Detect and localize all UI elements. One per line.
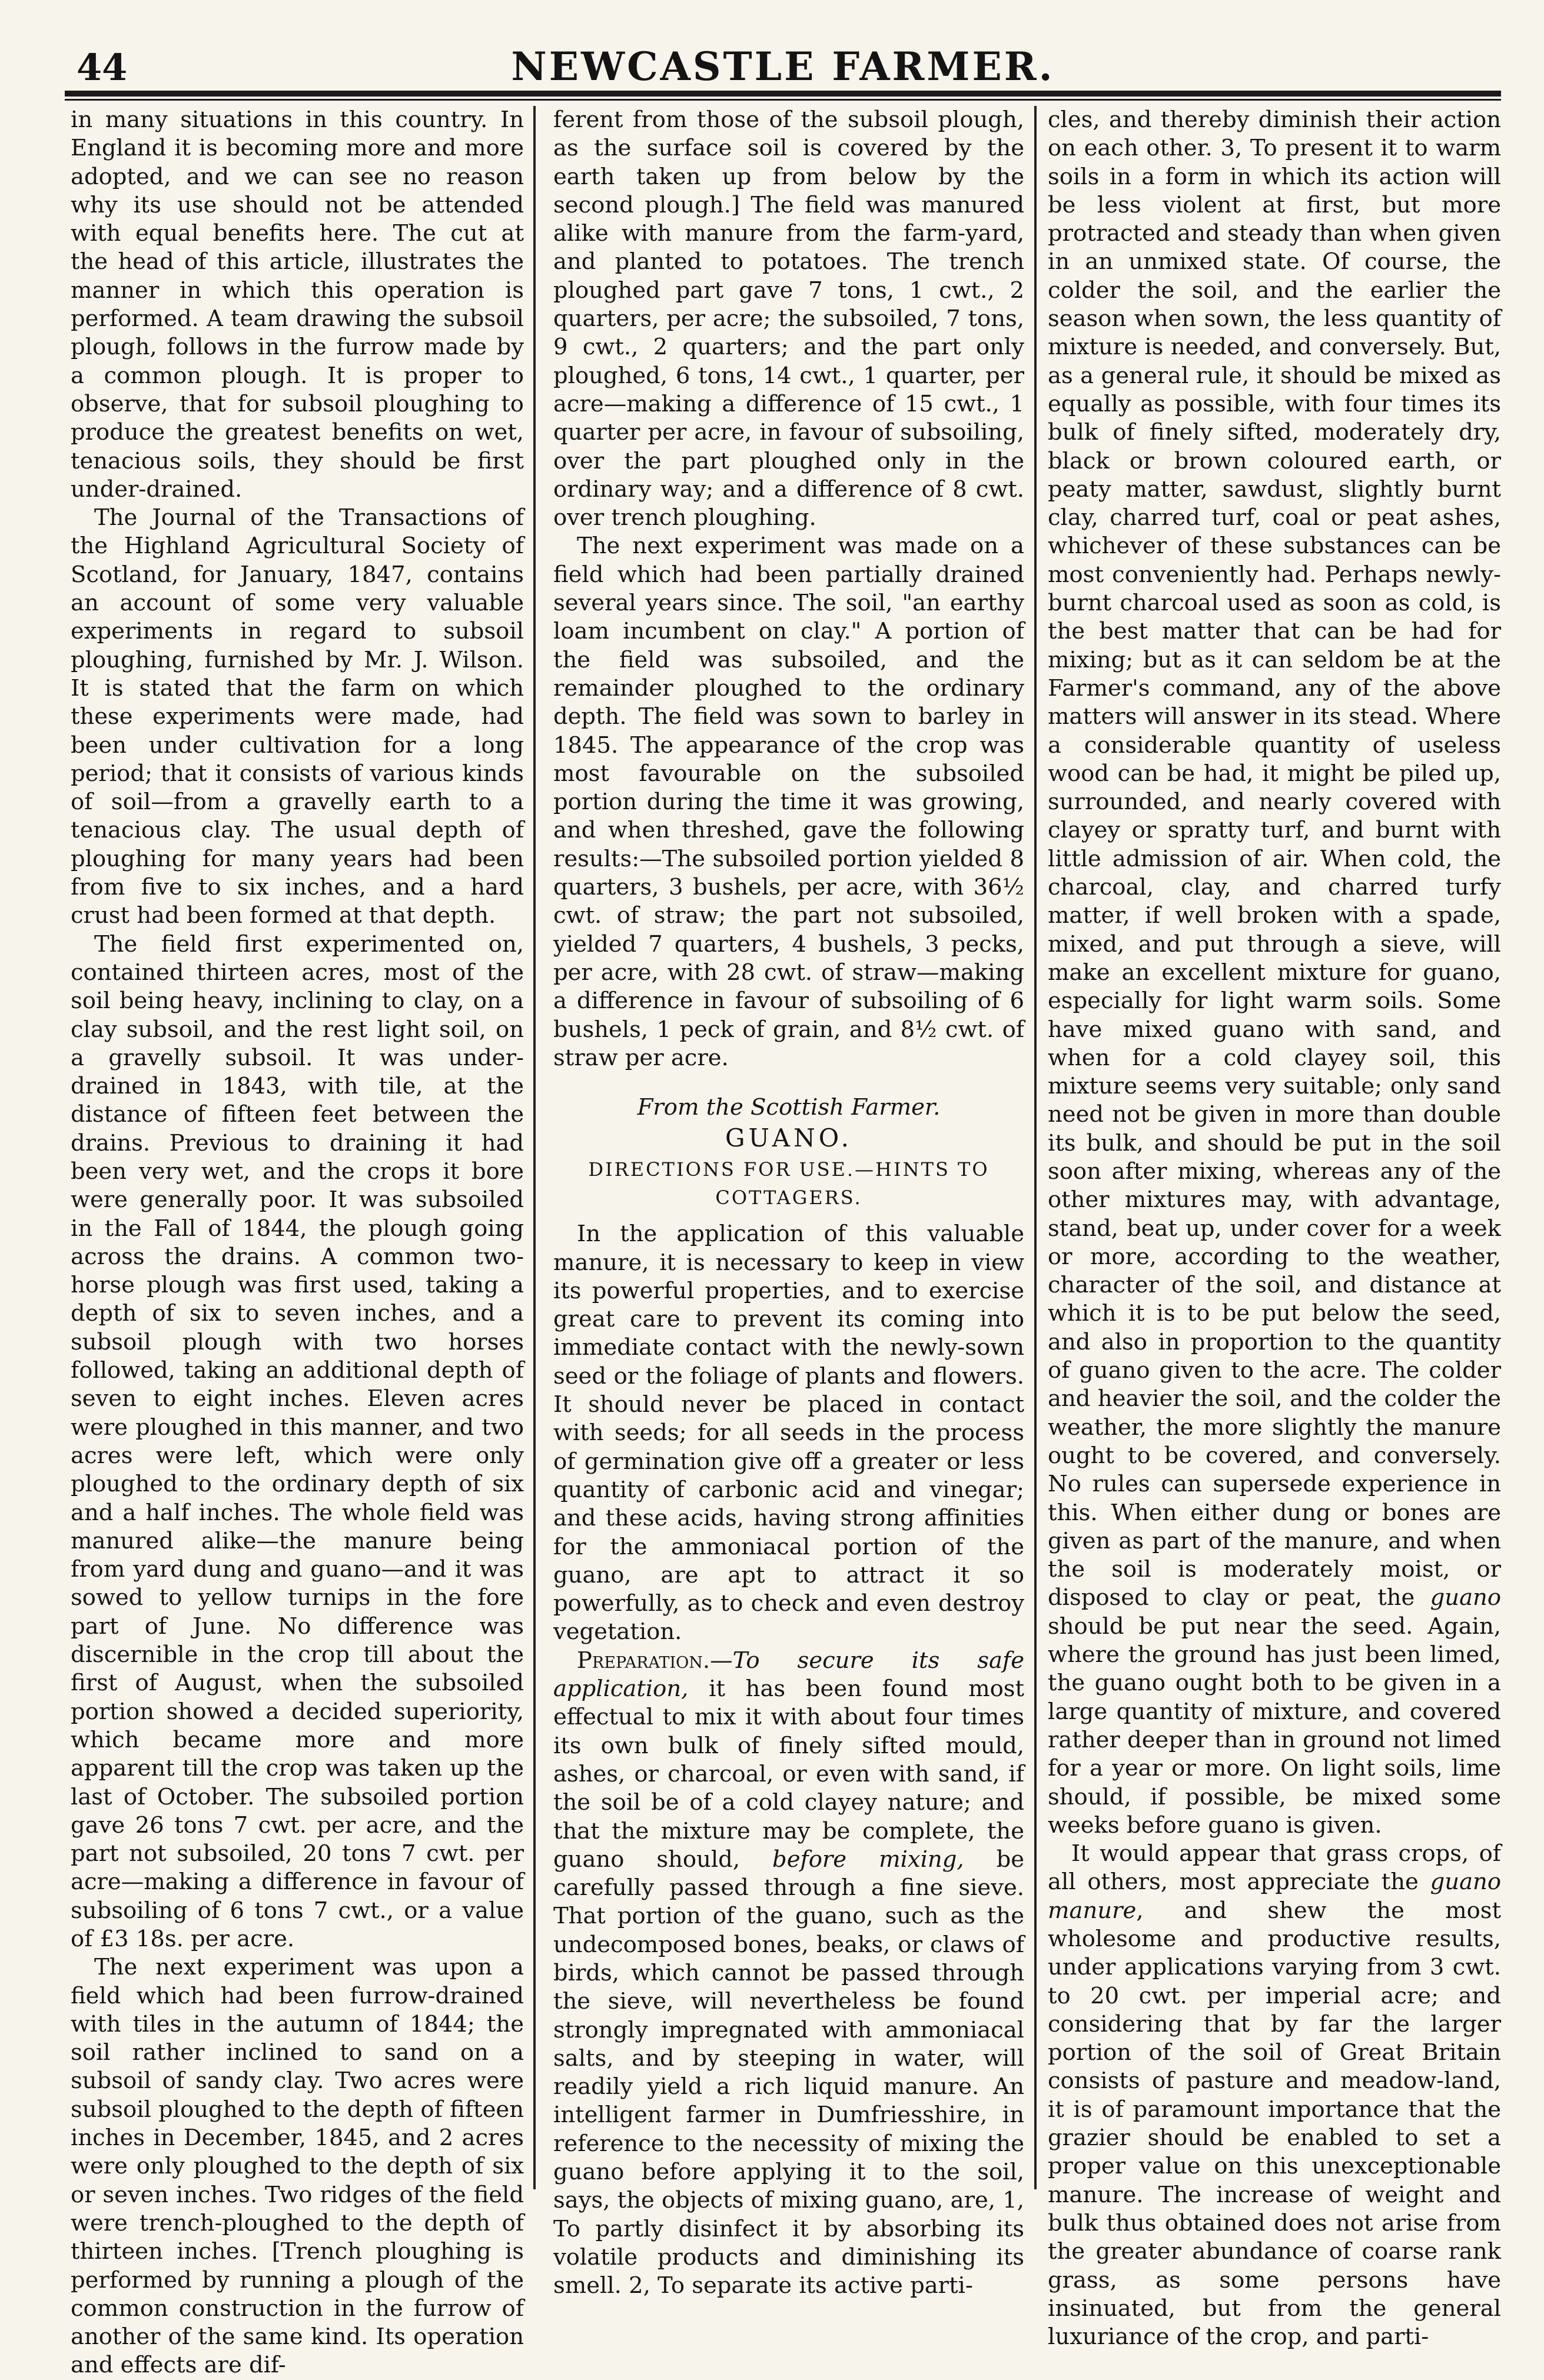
column-divider xyxy=(533,106,536,2189)
paragraph-preparation xyxy=(553,1647,1024,2301)
paragraph xyxy=(1048,1840,1501,2351)
italic-phrase: before mixing, xyxy=(772,1846,964,1873)
paragraph-text: should be put near the seed. Again, where the ground has just been limed, the guano ought both to be given in a large quantity of mixture, and covered rather deeper than in ground not limed for a year or more. On light soils, lime should, if possible, be mixed some weeks before guano is given. xyxy=(1048,1613,1501,1839)
preparation-italic: —To secure its safe application, xyxy=(553,1647,1024,1703)
paragraph-text: be carefully passed through a fine sieve. That portion of the guano, such as the undecomposed bones, beaks, or claws of birds, which cannot be passed through the sieve, will nevertheless be found strongly impregnated with ammoniacal salts, and by steeping in water, will readily yield a rich liquid manure. An intelligent farmer in Dumfriesshire, in reference to the necessity of mixing the guano before applying it to the soil, says, the objects of mixing guano, are, 1, To partly disinfect it by absorbing its volatile products and diminishing its smell. 2, To separate its active parti- xyxy=(553,1846,1024,2299)
paragraph-text: it has been found most effectual to mix it with about four times its own bulk of finely sifted mould, ashes, or charcoal, or even with sand, if the soil be of a cold clayey nature; and that the mixture may be complete, the guano should, xyxy=(553,1676,1024,1873)
column-2 xyxy=(553,106,1024,2299)
source-credit: From the Scottish Farmer. xyxy=(637,1094,941,1121)
paragraph: The next experiment was made on a field which had been partially drained several years since. The soil, "an earthy loam incumbent on clay." A portion of the field was subsoiled, and the remainder ploughed to the ordinary depth. The field was sown to barley in 1845. The appearance of the crop was most favourable on the subsoiled portion during the time it was growing, and when threshed, gave the following results:—The subsoiled portion yielded 8 quarters, 3 bushels, per acre, with 36½ cwt. of straw; the part not subsoiled, yielded 7 quarters, 4 bushels, 3 pecks, per acre, with 28 cwt. of straw—making a difference in favour of subsoiling of 6 bushels, 1 peck of grain, and 8½ cwt. of straw per acre. xyxy=(553,533,1024,1071)
article-subtitle: DIRECTIONS FOR USE.—HINTS TO COTTAGERS. xyxy=(588,1158,990,1209)
italic-word: guano xyxy=(1430,1584,1501,1611)
paragraph-text: , and shew the most wholesome and productive results, under applications varying from 3 cwt. to 20 cwt. per imperial acre; and considering that by far the larger portion of the soil of Great Britain consists of pasture and meadow-land, it is of paramount importance that the grazier should be enabled to set a proper value on this unexceptionable manure. The increase of weight and bulk thus obtained does not arise from the greater abundance of coarse rank grass, as some persons have insinuated, but from the general luxuriance of the crop, and parti- xyxy=(1048,1897,1501,2351)
masthead-title: NEWCASTLE FARMER. xyxy=(511,44,1055,89)
page-number: 44 xyxy=(77,46,128,89)
paragraph: The next experiment was upon a field which had been furrow-drained with tiles in the autumn of 1844; the soil rather inclined to sand on a subsoil of sandy clay. Two acres were subsoil ploughed to the depth of fifteen inches in December, 1845, and 2 acres were only ploughed to the depth of six or seven inches. Two ridges of the field were trench-ploughed to the depth of thirteen inches. [Trench ploughing is performed by running a plough of the common construction in the furrow of another of the same kind. Its operation and effects are dif- xyxy=(71,1954,524,2379)
paragraph-text: cles, and thereby diminish their action on each other. 3, To present it to warm soils in a form in which its action will be less violent at first, but more protracted and steady than when given in an unmixed state. Of course, the colder the soil, and the earlier the season when sown, the less quantity of mixture is needed, and conversely. But, as a general rule, it should be mixed as equally as possible, with four times its bulk of finely sifted, moderately dry, black or brown coloured earth, or peaty matter, sawdust, slightly burnt clay, charred turf, coal or peat ashes, whichever of these substances can be most conveniently had. Perhaps newly-burnt charcoal used as soon as cold, is the best matter that can be had for mixing; but as it can seldom be at the Farmer's command, any of the above matters will answer in its stead. Where a considerable quantity of useless wood can be had, it might be piled up, surrounded, and nearly covered with clayey or spratty turf, and burnt with little admission of air. When cold, the charcoal, clay, and charred turfy matter, if well broken with a spade, mixed, and put through a sieve, will make an excellent mixture for guano, especially for light warm soils. Some have mixed guano with sand, and when for a cold clayey soil, this mixture seems very suitable; only sand need not be given in more than double its bulk, and should be put in the soil soon after mixing, whereas any of the other mixtures may, with advantage, stand, beat up, under cover for a week or more, according to the weather, character of the soil, and distance at which it is to be put below the seed, and also in proportion to the quantity of guano given to the acre. The colder and heavier the soil, and the colder the weather, the more slightly the manure ought to be covered, and conversely. No rules can supersede experience in this. When either dung or bones are given as part of the manure, and when the soil is moderately moist, or disposed to clay or peat, the xyxy=(1048,107,1501,1611)
paragraph-text: It would appear that grass crops, of all others, most appreciate the xyxy=(1048,1840,1501,1896)
preparation-label: Preparation. xyxy=(577,1647,710,1674)
article-title: GUANO. xyxy=(725,1123,853,1153)
paragraph: The field first experimented on, contained thirteen acres, most of the soil being heavy, inclining to clay, on a clay subsoil, and the rest light soil, on a gravelly subsoil. It was under-drained in 1843, with tile, at the distance of fifteen feet between the drains. Previous to draining it had been very wet, and the crops it bore were generally poor. It was subsoiled in the Fall of 1844, the plough going across the drains. A common two-horse plough was first used, taking a depth of six to seven inches, and a subsoil plough with two horses followed, taking an additional depth of seven to eight inches. Eleven acres were ploughed in this manner, and two acres were left, which were only ploughed to the ordinary depth of six and a half inches. The whole field was manured alike—the manure being from yard dung and guano—and it was sowed to yellow turnips in the fore part of June. No difference was discernible in the crop till about the first of August, when the subsoiled portion showed a decided superiority, which became more and more apparent till the crop was taken up the last of October. The subsoiled portion gave 26 tons 7 cwt. per acre, and the part not subsoiled, 20 tons 7 cwt. per acre—making a difference in favour of subsoiling of 6 tons 7 cwt., or a value of £3 18s. per acre. xyxy=(71,930,524,1952)
paragraph: in many situations in this country. In England it is becoming more and more adopted, and we can see no reason why its use should not be attended with equal benefits here. The cut at the head of this article, illustrates the manner in which this operation is performed. A team drawing the subsoil plough, follows in the furrow made by a common plough. It is proper to observe, that for subsoil ploughing to produce the greatest benefits on wet, tenacious soils, they should be first under-drained. xyxy=(71,107,524,503)
column-1 xyxy=(71,106,524,2379)
column-3 xyxy=(1048,106,1501,2351)
paragraph: ferent from those of the subsoil plough, as the surface soil is covered by the earth taken up from below by the second plough.] The field was manured alike with manure from the farm-yard, and planted to potatoes. The trench ploughed part gave 7 tons, 1 cwt., 2 quarters, per acre; the subsoiled, 7 tons, 9 cwt., 2 quarters; and the part only ploughed, 6 tons, 14 cwt., 1 quarter, per acre—making a difference of 15 cwt., 1 quarter per acre, in favour of subsoiling, over the part ploughed only in the ordinary way; and a difference of 8 cwt. over trench ploughing. xyxy=(553,107,1024,531)
header-rule-thick xyxy=(65,91,1501,97)
paragraph: The Journal of the Transactions of the Highland Agricultural Society of Scotland, for January, 1847, contains an account of some very valuable experiments in regard to subsoil ploughing, furnished by Mr. J. Wilson. It is stated that the farm on which these experiments were made, had been under cultivation for a long period; that it consists of various kinds of soil—from a gravelly earth to a tenacious clay. The usual depth of ploughing for many years had been from five to six inches, and a hard crust had been formed at that depth. xyxy=(71,504,524,929)
italic-phrase: guano manure xyxy=(1048,1869,1501,1924)
paragraph: In the application of this valuable manure, it is necessary to keep in view its powerful properties, and to exercise great care to prevent its coming into immediate contact with the newly-sown seed or the foliage of plants and flowers. It should never be placed in contact with seeds; for all seeds in the process of germination give off a greater or less quantity of carbonic acid and vinegar; and these acids, having strong affinities for the ammoniacal portion of the guano, are apt to attract it so powerfully, as to check and even destroy vegetation. xyxy=(553,1221,1024,1646)
column-divider xyxy=(1034,106,1037,2189)
paragraph xyxy=(1048,106,1501,1840)
header-rule-thin xyxy=(65,99,1501,101)
